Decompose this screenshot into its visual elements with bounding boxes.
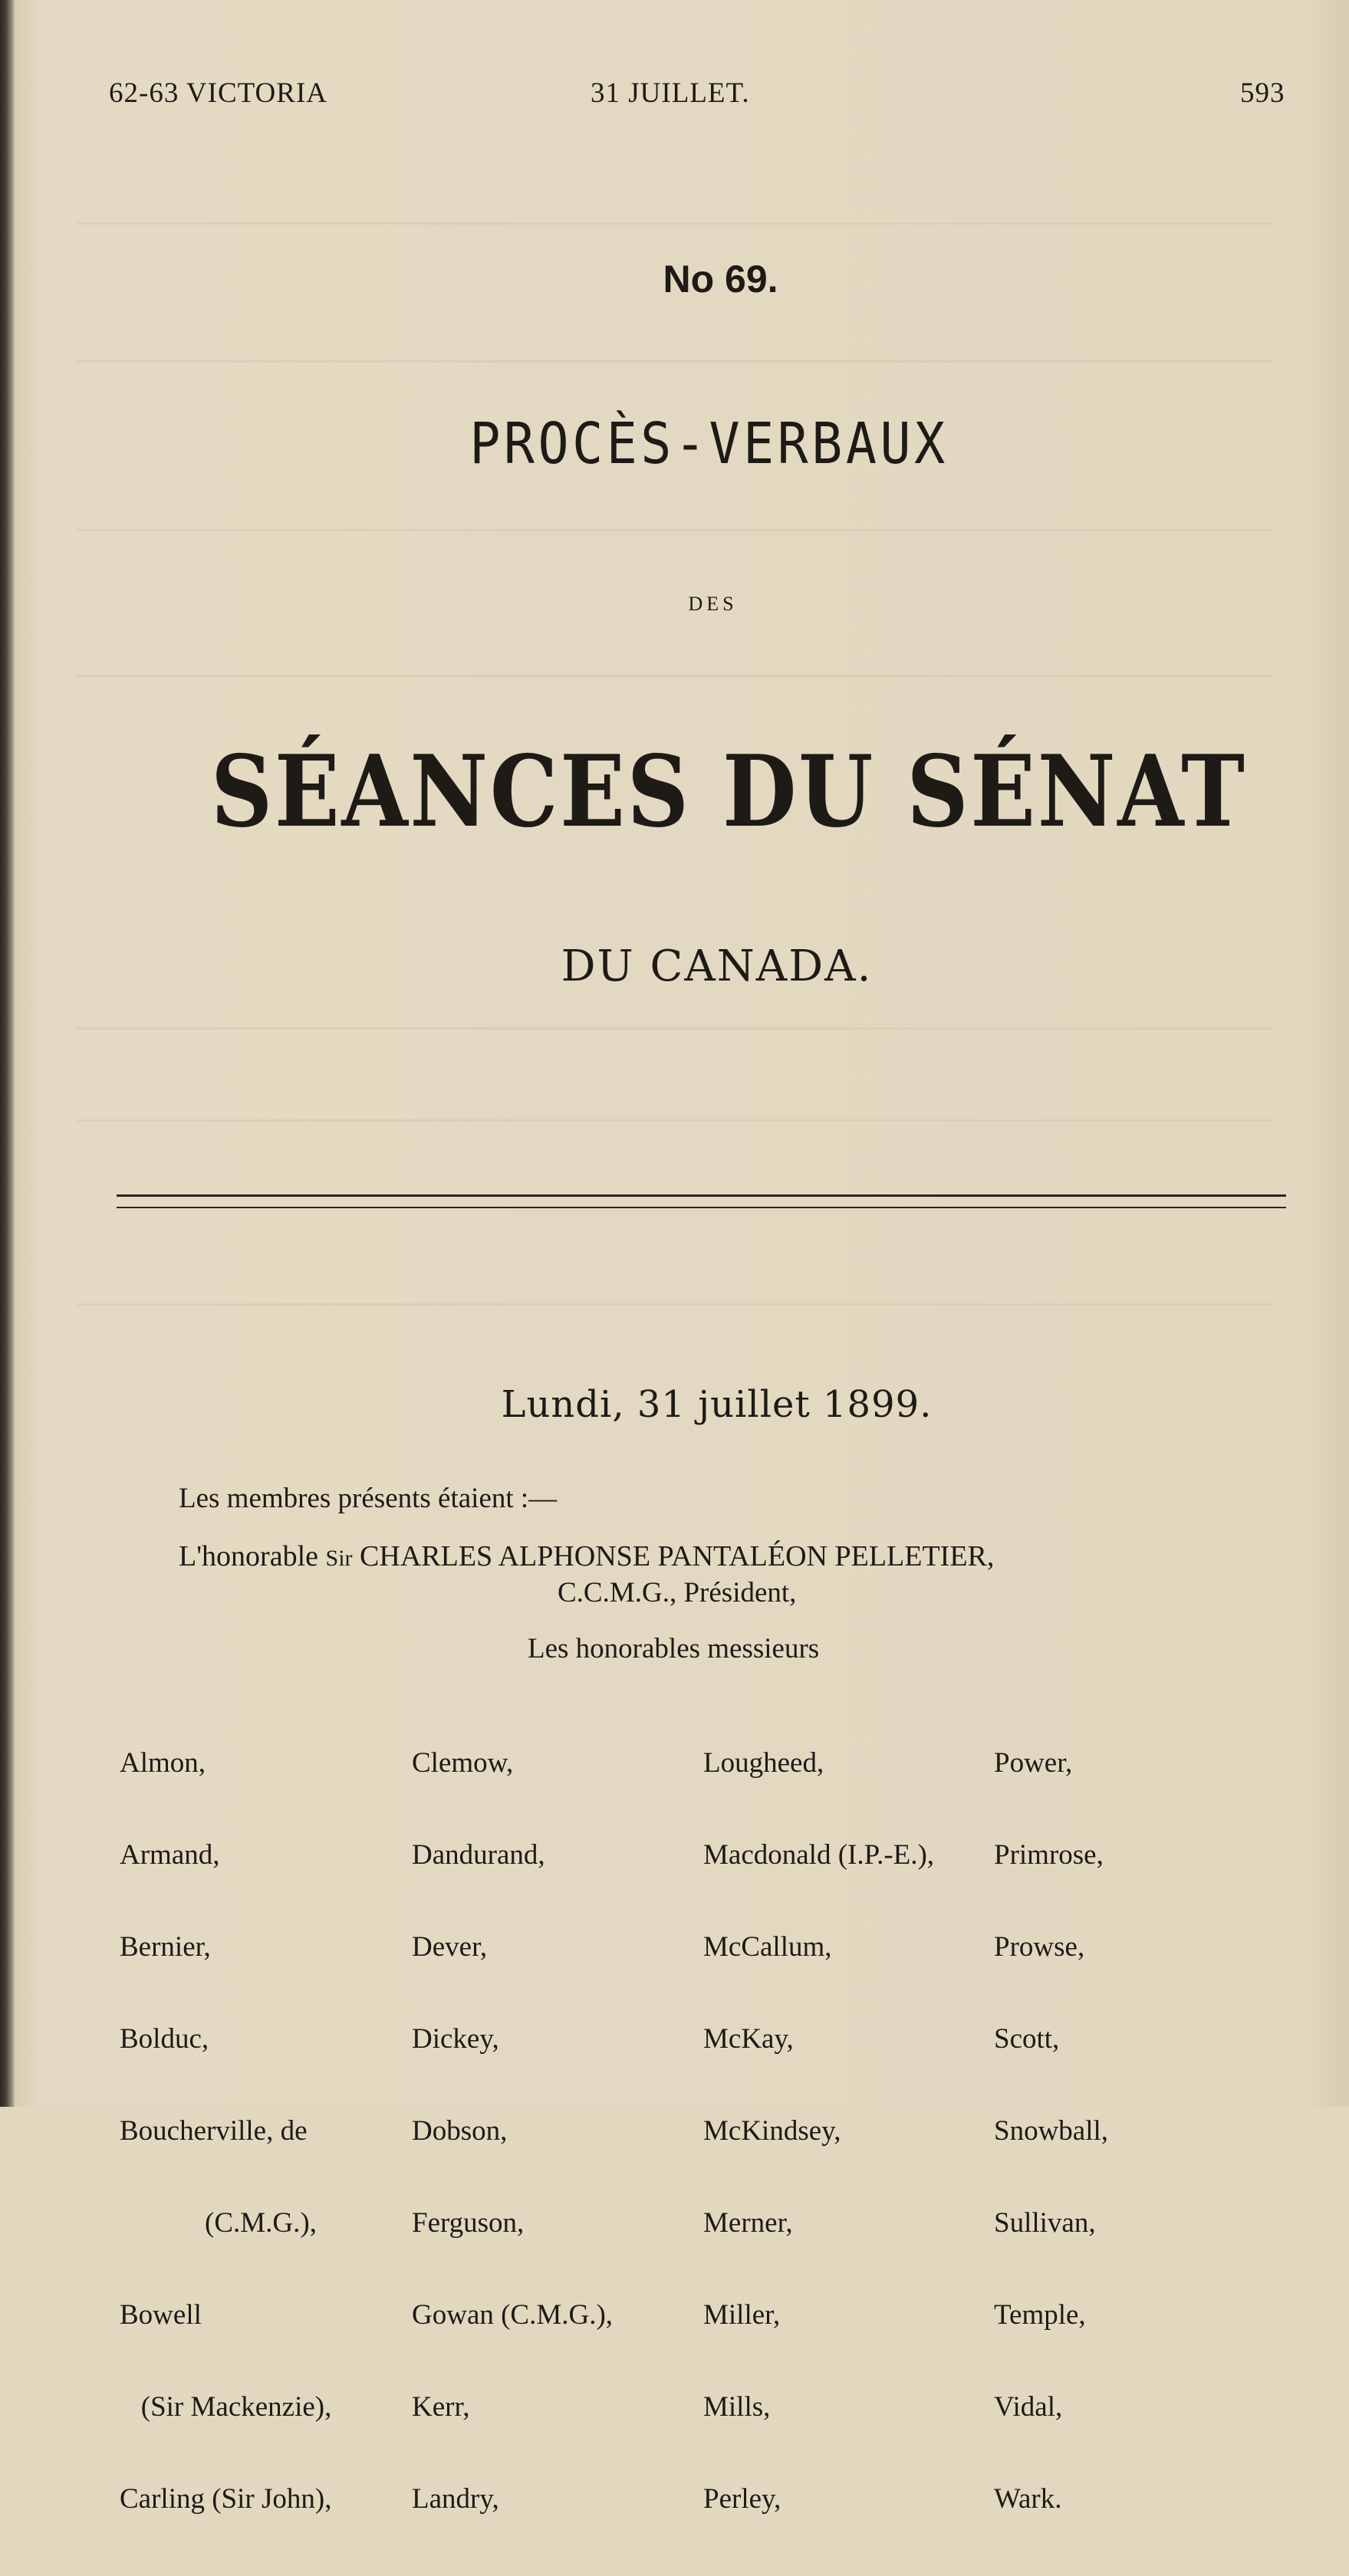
title-subtitle: DU CANADA. <box>561 941 873 991</box>
member-name: McCallum, <box>703 1931 832 1963</box>
title-line-1: PROCÈS-VERBAUX <box>469 411 949 477</box>
running-head-left: 62-63 VICTORIA <box>109 77 327 109</box>
member-name: Kerr, <box>412 2391 470 2423</box>
bleed-through-line <box>77 1027 1273 1030</box>
member-name: McKindsey, <box>703 2115 841 2147</box>
member-name: Mills, <box>703 2391 771 2423</box>
member-name: Merner, <box>703 2207 793 2239</box>
present-members-intro: Les membres présents étaient :— <box>179 1483 558 1514</box>
member-name: Prowse, <box>994 1931 1085 1963</box>
title-connector: DES <box>688 593 738 615</box>
member-name: Dobson, <box>412 2115 508 2147</box>
document-number: No 69. <box>663 258 778 301</box>
bleed-through-line <box>77 529 1273 531</box>
member-name: Miller, <box>703 2299 781 2331</box>
member-name: Macdonald (I.P.-E.), <box>703 1839 935 1871</box>
bleed-through-line <box>77 675 1273 677</box>
double-rule-bottom <box>117 1207 1286 1208</box>
member-name: Bowell <box>120 2299 202 2331</box>
president-title: Sir <box>325 1546 353 1571</box>
bleed-through-line <box>77 360 1273 363</box>
president-line <box>179 1539 994 1573</box>
member-name: Bernier, <box>120 1931 211 1963</box>
page-number: 593 <box>1240 77 1285 109</box>
member-name: Clemow, <box>412 1747 514 1779</box>
member-name: Boucherville, de <box>120 2115 308 2147</box>
member-name: Ferguson, <box>412 2207 525 2239</box>
member-name: Temple, <box>994 2299 1086 2331</box>
member-name: Vidal, <box>994 2391 1063 2423</box>
member-name: (C.M.G.), <box>120 2207 317 2239</box>
member-name: Dickey, <box>412 2023 499 2055</box>
running-head-center: 31 JUILLET. <box>591 77 750 109</box>
title-line-2: SÉANCES DU SÉNAT <box>210 734 1247 849</box>
member-name: Armand, <box>120 1839 220 1871</box>
page-binding-edge <box>0 0 15 2107</box>
member-name: Gowan (C.M.G.), <box>412 2299 614 2331</box>
member-name: Dever, <box>412 1931 488 1963</box>
president-honours: C.C.M.G., Président, <box>558 1577 797 1608</box>
member-name: Primrose, <box>994 1839 1104 1871</box>
member-name: Power, <box>994 1747 1073 1779</box>
president-prefix: L'honorable <box>179 1540 326 1572</box>
member-name: Sullivan, <box>994 2207 1096 2239</box>
member-name: Scott, <box>994 2023 1060 2055</box>
member-name: Dandurand, <box>412 1839 545 1871</box>
bleed-through-line <box>77 1119 1273 1122</box>
session-date: Lundi, 31 juillet 1899. <box>501 1383 933 1426</box>
member-name: Almon, <box>120 1747 206 1779</box>
members-column-1 <box>120 1687 331 2576</box>
members-column-3 <box>703 1687 934 2576</box>
member-name: McKay, <box>703 2023 794 2055</box>
member-name: Perley, <box>703 2483 781 2515</box>
bleed-through-line <box>77 222 1273 225</box>
bleed-through-line <box>77 1303 1273 1306</box>
president-name: CHARLES ALPHONSE PANTALÉON PELLETIER, <box>352 1540 995 1572</box>
member-name: Snowball, <box>994 2115 1109 2147</box>
member-name: Landry, <box>412 2483 499 2515</box>
member-name: Bolduc, <box>120 2023 209 2055</box>
members-column-2 <box>412 1687 613 2576</box>
double-rule-top <box>117 1194 1286 1197</box>
member-name: Wark. <box>994 2483 1062 2515</box>
honorables-heading: Les honorables messieurs <box>528 1633 820 1664</box>
member-name: Lougheed, <box>703 1747 824 1779</box>
member-name: Carling (Sir John), <box>120 2483 332 2515</box>
members-column-4 <box>994 1687 1108 2576</box>
member-name: (Sir Mackenzie), <box>120 2391 332 2423</box>
